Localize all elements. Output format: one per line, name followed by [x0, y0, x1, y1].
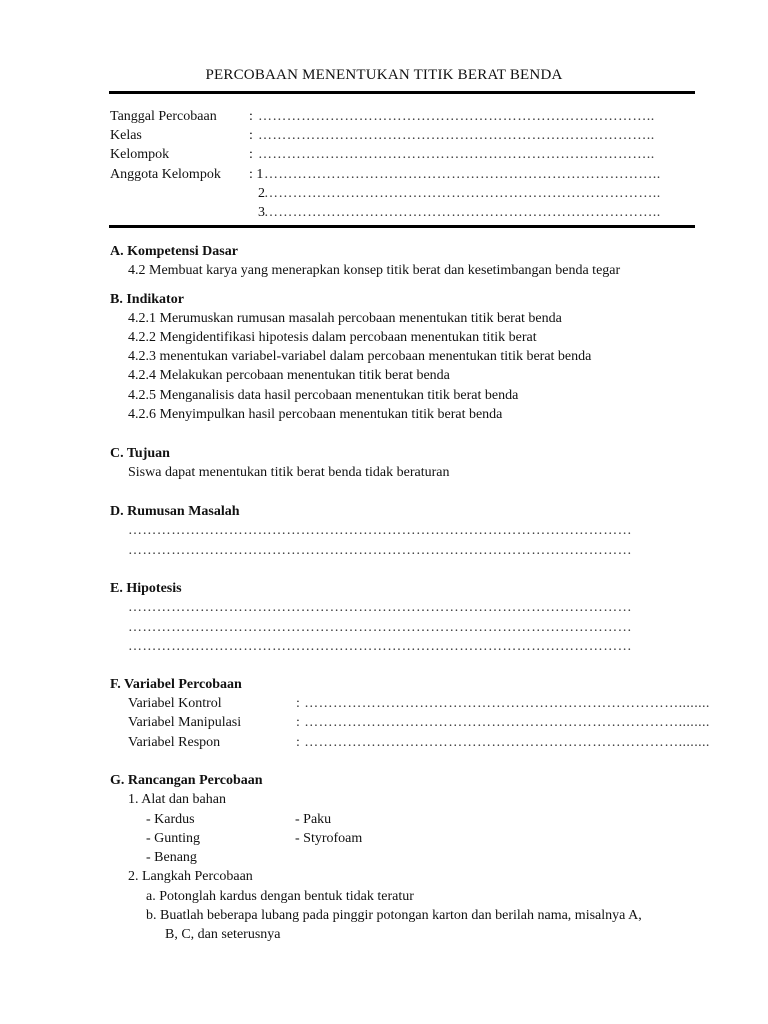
- variabel-kontrol-label: Variabel Kontrol: [128, 696, 222, 711]
- hipotesis-line[interactable]: ……………………………………………………………………………………………: [128, 620, 632, 635]
- variabel-kontrol-field[interactable]: : ……………………………………………………………………........: [296, 696, 710, 711]
- kelas-field[interactable]: ………………………………………………………………………..: [258, 128, 655, 143]
- kelas-label: Kelas: [110, 128, 142, 143]
- alat-item: - Benang: [146, 850, 197, 865]
- variabel-manipulasi-field[interactable]: : ……………………………………………………………………........: [296, 715, 710, 730]
- section-c-text: Siswa dapat menentukan titik berat benda tidak beraturan: [128, 465, 450, 480]
- kelompok-field[interactable]: ………………………………………………………………………..: [258, 147, 655, 162]
- indikator-item: 4.2.5 Menganalisis data hasil percobaan menentukan titik berat benda: [128, 388, 519, 403]
- tanggal-label: Tanggal Percobaan: [110, 109, 217, 124]
- section-f-heading: F. Variabel Percobaan: [110, 677, 242, 692]
- rumusan-line[interactable]: ……………………………………………………………………………………………: [128, 543, 632, 558]
- langkah-step: a. Potonglah kardus dengan bentuk tidak teratur: [146, 889, 414, 904]
- top-divider: [109, 91, 695, 94]
- alat-item: - Gunting: [146, 831, 201, 846]
- kelompok-colon: :: [249, 147, 253, 162]
- alat-bahan-subheading: 1. Alat dan bahan: [128, 792, 226, 807]
- section-g-heading: G. Rancangan Percobaan: [110, 773, 263, 788]
- bahan-item: - Paku: [295, 812, 332, 827]
- bahan-item: - Styrofoam: [295, 831, 363, 846]
- indikator-item: 4.2.1 Merumuskan rumusan masalah percobaan menentukan titik berat benda: [128, 311, 562, 326]
- alat-item: - Kardus: [146, 812, 195, 827]
- langkah-step: b. Buatlah beberapa lubang pada pinggir potongan karton dan berilah nama, misalnya A,: [146, 908, 642, 923]
- section-d-heading: D. Rumusan Masalah: [110, 504, 240, 519]
- variabel-respon-label: Variabel Respon: [128, 735, 221, 750]
- anggota-1-prefix: : 1: [249, 167, 264, 182]
- section-e-heading: E. Hipotesis: [110, 581, 182, 596]
- section-a-text: 4.2 Membuat karya yang menerapkan konsep titik berat dan kesetimbangan benda tegar: [128, 263, 621, 278]
- page-title: PERCOBAAN MENENTUKAN TITIK BERAT BENDA: [205, 67, 563, 83]
- langkah-subheading: 2. Langkah Percobaan: [128, 869, 253, 884]
- kelompok-label: Kelompok: [110, 147, 170, 162]
- section-b-heading: B. Indikator: [110, 292, 184, 307]
- anggota-1-field[interactable]: ………………………………………………………………………..: [264, 167, 661, 182]
- anggota-2-field[interactable]: ………………………………………………………………………..: [264, 186, 661, 201]
- variabel-respon-field[interactable]: : ……………………………………………………………………........: [296, 735, 710, 750]
- langkah-step-continuation: B, C, dan seterusnya: [165, 927, 281, 942]
- hipotesis-line[interactable]: ……………………………………………………………………………………………: [128, 639, 632, 654]
- rumusan-line[interactable]: ……………………………………………………………………………………………: [128, 523, 632, 538]
- bottom-divider: [109, 225, 695, 228]
- anggota-3-field[interactable]: ………………………………………………………………………..: [264, 205, 661, 220]
- indikator-item: 4.2.2 Mengidentifikasi hipotesis dalam percobaan menentukan titik berat: [128, 330, 537, 345]
- indikator-item: 4.2.3 menentukan variabel-variabel dalam percobaan menentukan titik berat benda: [128, 349, 592, 364]
- hipotesis-line[interactable]: ……………………………………………………………………………………………: [128, 600, 632, 615]
- tanggal-colon: :: [249, 109, 253, 124]
- variabel-manipulasi-label: Variabel Manipulasi: [128, 715, 242, 730]
- anggota-label: Anggota Kelompok: [110, 167, 221, 182]
- indikator-item: 4.2.6 Menyimpulkan hasil percobaan menentukan titik berat benda: [128, 407, 503, 422]
- anggota-2-prefix: 2: [258, 186, 265, 201]
- section-a-heading: A. Kompetensi Dasar: [110, 244, 238, 259]
- tanggal-field[interactable]: ………………………………………………………………………..: [258, 109, 655, 124]
- kelas-colon: :: [249, 128, 253, 143]
- section-c-heading: C. Tujuan: [110, 446, 170, 461]
- indikator-item: 4.2.4 Melakukan percobaan menentukan titik berat benda: [128, 368, 450, 383]
- anggota-3-prefix: 3: [258, 205, 265, 220]
